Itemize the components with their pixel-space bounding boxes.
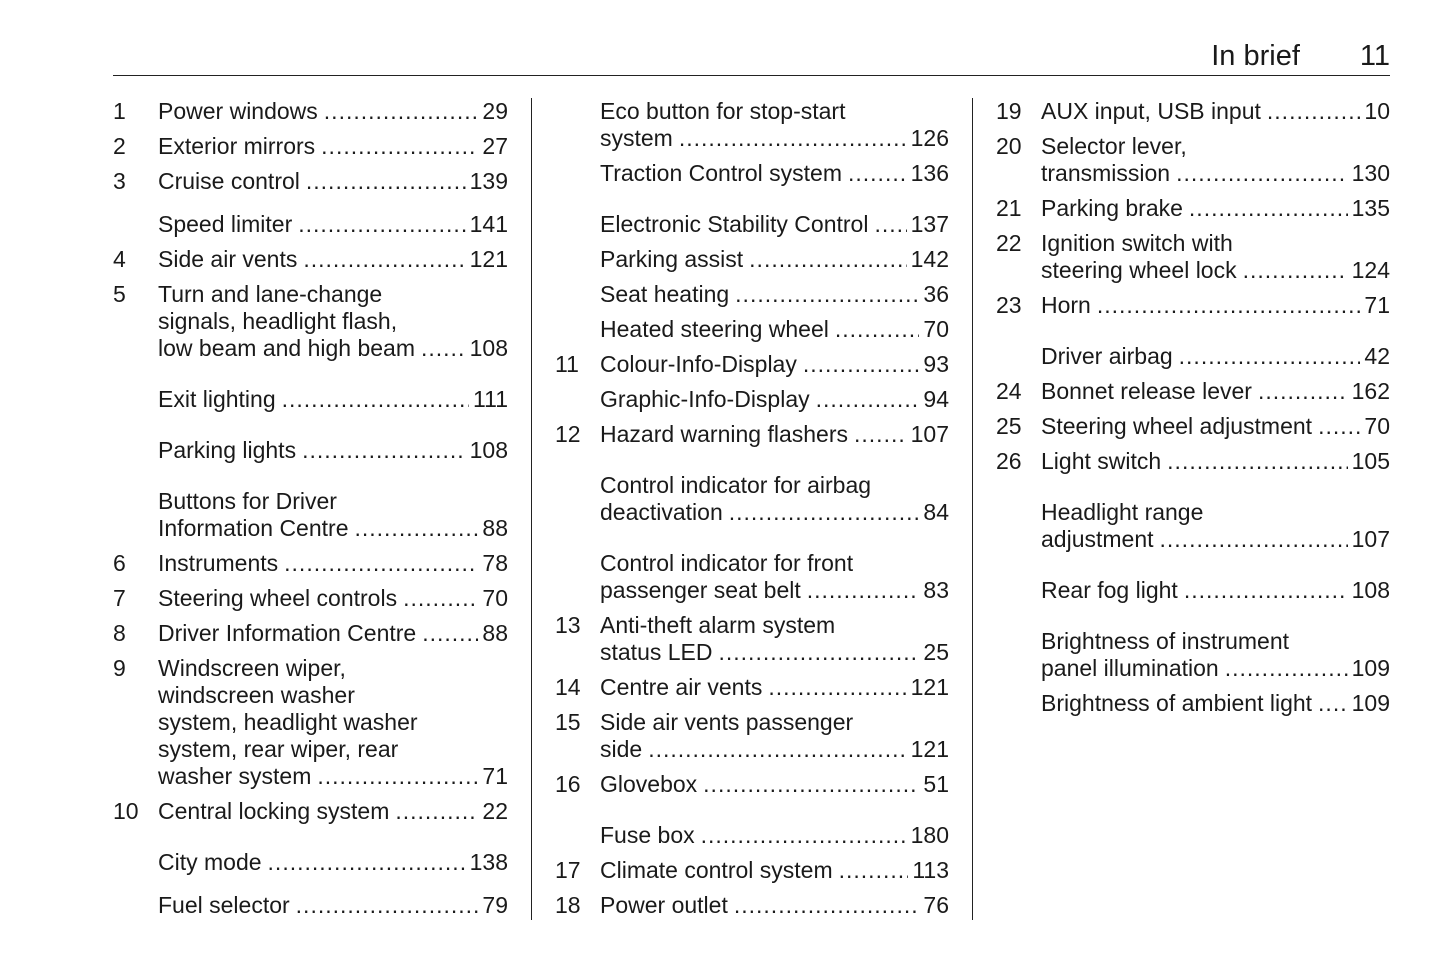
entry-label-line: Control indicator for airbag [600,472,872,498]
page-reference: 70 [923,316,949,342]
dot-leader [395,798,478,825]
entry-label-line: Ignition switch with [1041,230,1233,256]
index-entry [996,343,1390,370]
page-reference: 138 [469,849,508,875]
page-reference: 135 [1351,195,1390,221]
page-reference: 111 [473,386,508,412]
item-number: 23 [996,292,1022,318]
entry-label: panel illumination [1041,655,1219,681]
entry-label: Exit lighting [158,386,276,412]
dot-leader [422,620,478,647]
entry-label-line: signals, headlight flash, [158,308,398,334]
page-reference: 79 [482,892,508,918]
page-reference: 136 [910,160,949,186]
dot-leader [1225,655,1348,682]
dot-leader [816,386,920,413]
page-reference: 93 [923,351,949,377]
entry-label: Central locking system [158,798,390,824]
index-entry [996,292,1390,319]
index-entry [996,195,1390,222]
page-reference: 78 [482,550,508,576]
page-reference: 107 [910,421,949,447]
dot-leader [768,674,906,701]
entry-label: low beam and high beam [158,335,415,361]
dot-leader [296,892,479,919]
index-entry [555,351,949,378]
page-number: 11 [1359,40,1390,72]
page-reference: 108 [1351,577,1390,603]
item-number: 10 [113,798,139,824]
dot-leader [1318,413,1360,440]
page-reference: 42 [1364,343,1390,369]
dot-leader [679,125,907,152]
item-number: 5 [113,281,126,307]
page-reference: 109 [1351,690,1390,716]
index-entry [996,628,1390,682]
dot-leader [1167,448,1347,475]
dot-leader [1318,690,1348,717]
index-entry [996,98,1390,125]
page-reference: 130 [1351,160,1390,186]
entry-label: Horn [1041,292,1091,318]
entry-label-line: Brightness of instrument [1041,628,1290,654]
item-number: 13 [555,612,581,638]
dot-leader [735,281,919,308]
page-reference: 10 [1364,98,1390,124]
index-entry [555,246,949,273]
dot-leader [303,246,465,273]
page-reference: 70 [1364,413,1390,439]
page-reference: 121 [910,674,949,700]
entry-label: Exterior mirrors [158,133,316,159]
index-entry [113,620,508,647]
item-number: 12 [555,421,581,447]
entry-label: Rear fog light [1041,577,1178,603]
entry-label: Parking assist [600,246,744,272]
index-entry [113,281,508,362]
page-reference: 25 [923,639,949,665]
dot-leader [354,515,478,542]
entry-label: Steering wheel controls [158,585,398,611]
item-number: 6 [113,550,126,576]
index-entry [555,612,949,666]
item-number: 16 [555,771,581,797]
entry-label: status LED [600,639,713,665]
page-reference: 126 [910,125,949,151]
entry-label-line: Buttons for Driver [158,488,337,514]
index-entry [113,168,508,195]
index-entry [113,849,508,876]
item-number: 19 [996,98,1022,124]
index-entry [996,413,1390,440]
index-entry [113,798,508,825]
dot-leader [1179,343,1361,370]
page-reference: 108 [469,437,508,463]
entry-label: Power outlet [600,892,728,918]
entry-label: Cruise control [158,168,300,194]
entry-label: Steering wheel adjustment [1041,413,1313,439]
page-reference: 29 [482,98,508,124]
index-entry [996,133,1390,187]
dot-leader [719,639,920,666]
dot-leader [1176,160,1348,187]
page-reference: 141 [469,211,508,237]
entry-label: system [600,125,673,151]
index-entry [113,585,508,612]
page-reference: 108 [469,335,508,361]
entry-label: Brightness of ambient light [1041,690,1313,716]
entry-label-line: system, rear wiper, rear [158,736,399,762]
index-entry [555,472,949,526]
entry-label-line: windscreen washer [158,682,355,708]
page-reference: 51 [923,771,949,797]
index-entry [113,133,508,160]
dot-leader [848,160,907,187]
index-entry [555,857,949,884]
dot-leader [403,585,478,612]
entry-label: passenger seat belt [600,577,801,603]
dot-leader [1189,195,1348,222]
section-title: In brief [1211,40,1300,72]
index-entry [555,98,949,152]
item-number: 11 [555,351,579,377]
item-number: 8 [113,620,126,646]
page-header [1211,40,1390,73]
index-entry [555,160,949,187]
dot-leader [302,437,466,464]
entry-label: transmission [1041,160,1171,186]
page-reference: 162 [1351,378,1390,404]
item-number: 4 [113,246,126,272]
item-number: 1 [113,98,126,124]
index-entry [996,499,1390,553]
page-reference: 71 [1364,292,1390,318]
dot-leader [298,211,465,238]
page-reference: 121 [910,736,949,762]
entry-label-line: Selector lever, [1041,133,1187,159]
dot-leader [1184,577,1348,604]
entry-label-line: system, headlight washer [158,709,418,735]
index-entry [996,577,1390,604]
dot-leader [282,386,469,413]
dot-leader [1258,378,1348,405]
entry-label-line: Turn and lane-change [158,281,383,307]
dot-leader [268,849,466,876]
item-number: 22 [996,230,1022,256]
page-reference: 139 [469,168,508,194]
index-entry [113,488,508,542]
entry-label: Instruments [158,550,279,576]
dot-leader [648,736,906,763]
page-reference: 121 [469,246,508,272]
item-number: 2 [113,133,126,159]
entry-label: Driver Information Centre [158,620,417,646]
page-reference: 142 [910,246,949,272]
page-reference: 137 [910,211,949,237]
entry-label-line: Windscreen wiper, [158,655,346,681]
index-entry [555,211,949,238]
item-number: 20 [996,133,1022,159]
entry-label-line: Side air vents passenger [600,709,854,735]
page-reference: 105 [1351,448,1390,474]
index-entry [555,281,949,308]
page-reference: 83 [923,577,949,603]
index-entry [555,709,949,763]
page-reference: 88 [482,620,508,646]
dot-leader [324,98,479,125]
dot-leader [1160,526,1348,553]
item-number: 14 [555,674,581,700]
page-reference: 88 [482,515,508,541]
page-reference: 180 [910,822,949,848]
index-entry [555,822,949,849]
entry-label: Light switch [1041,448,1162,474]
entry-label: Traction Control system [600,160,842,186]
entry-label: Graphic-Info-Display [600,386,810,412]
entry-label: Power windows [158,98,318,124]
dot-leader [807,577,920,604]
page-reference: 84 [923,499,949,525]
index-column-3 [996,98,1390,717]
entry-label: Information Centre [158,515,349,541]
dot-leader [1097,292,1361,319]
entry-label: Parking brake [1041,195,1183,221]
index-column-2 [555,98,949,919]
entry-label: Driver airbag [1041,343,1173,369]
dot-leader [284,550,478,577]
index-entry [555,386,949,413]
entry-label: Hazard warning flashers [600,421,849,447]
item-number: 7 [113,585,126,611]
page-reference: 27 [482,133,508,159]
page-reference: 94 [923,386,949,412]
index-entry [113,655,508,790]
page-reference: 36 [923,281,949,307]
entry-label-line: Headlight range [1041,499,1204,525]
item-number: 25 [996,413,1022,439]
entry-label: Fuse box [600,822,695,848]
item-number: 17 [555,857,581,883]
dot-leader [421,335,466,362]
entry-label: deactivation [600,499,723,525]
page-reference: 71 [482,763,508,789]
dot-leader [874,211,906,238]
dot-leader [734,892,920,919]
page-reference: 124 [1351,257,1390,283]
page-reference: 109 [1351,655,1390,681]
dot-leader [321,133,478,160]
index-entry [113,437,508,464]
entry-label: Colour-Info-Display [600,351,797,377]
page-reference: 113 [912,857,949,883]
index-entry [555,892,949,919]
index-entry [113,211,508,238]
index-entry [996,378,1390,405]
index-entry [113,246,508,273]
item-number: 3 [113,168,126,194]
index-entry [555,674,949,701]
dot-leader [854,421,907,448]
dot-leader [803,351,920,378]
dot-leader [835,316,920,343]
header-rule [113,75,1390,76]
column-divider-2 [972,98,973,920]
item-number: 24 [996,378,1022,404]
entry-label: Seat heating [600,281,730,307]
column-divider-1 [531,98,532,920]
index-entry [113,892,508,919]
entry-label-line: Control indicator for front [600,550,854,576]
index-entry [555,771,949,798]
item-number: 18 [555,892,581,918]
dot-leader [703,771,919,798]
index-entry [555,316,949,343]
index-entry [555,550,949,604]
entry-label: Heated steering wheel [600,316,829,342]
entry-label: City mode [158,849,262,875]
entry-label: Climate control system [600,857,833,883]
index-column-1 [113,98,508,919]
entry-label-line: Eco button for stop-start [600,98,846,124]
dot-leader [1267,98,1361,125]
dot-leader [749,246,906,273]
entry-label: Electronic Stability Control [600,211,869,237]
entry-label: Bonnet release lever [1041,378,1252,404]
entry-label: Centre air vents [600,674,763,700]
dot-leader [839,857,909,884]
dot-leader [306,168,466,195]
entry-label: adjustment [1041,526,1154,552]
entry-label: Fuel selector [158,892,290,918]
page-reference: 22 [482,798,508,824]
item-number: 21 [996,195,1022,221]
index-entry [113,550,508,577]
dot-leader [317,763,478,790]
index-entry [555,421,949,448]
entry-label: washer system [158,763,312,789]
entry-label: AUX input, USB input [1041,98,1261,124]
index-entry [113,386,508,413]
item-number: 15 [555,709,581,735]
index-entry [113,98,508,125]
index-entry [996,230,1390,284]
dot-leader [729,499,920,526]
entry-label-line: Anti-theft alarm system [600,612,836,638]
dot-leader [1243,257,1348,284]
entry-label: steering wheel lock [1041,257,1237,283]
entry-label: Side air vents [158,246,298,272]
page-reference: 107 [1351,526,1390,552]
entry-label: Speed limiter [158,211,293,237]
dot-leader [701,822,907,849]
entry-label: Parking lights [158,437,297,463]
item-number: 26 [996,448,1022,474]
index-entry [996,690,1390,717]
entry-label: Glovebox [600,771,698,797]
page-reference: 76 [923,892,949,918]
entry-label: side [600,736,643,762]
page-reference: 70 [482,585,508,611]
item-number: 9 [113,655,126,681]
index-entry [996,448,1390,475]
